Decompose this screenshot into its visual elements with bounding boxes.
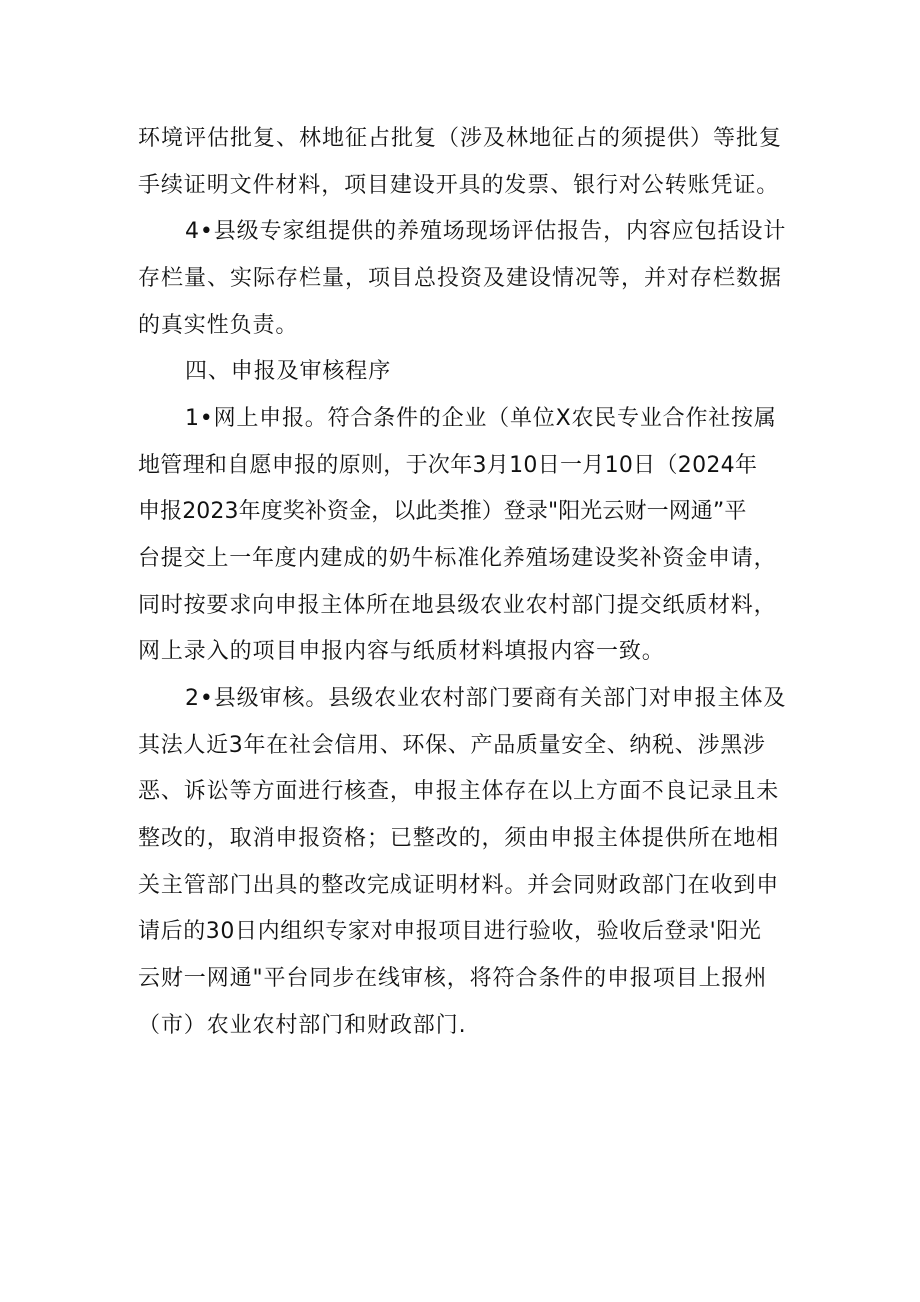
paragraph-line: 关主管部门出具的整改完成证明材料。并会同财政部门在收到申 bbox=[138, 873, 780, 898]
paragraph-line: 地管理和自愿申报的原则，于次年3月10日一月10日（2024年 bbox=[138, 453, 758, 478]
paragraph-line: （市）农业农村部门和财政部门. bbox=[138, 1013, 467, 1038]
paragraph-line: 存栏量、实际存栏量，项目总投资及建设情况等，并对存栏数据 bbox=[138, 266, 783, 291]
paragraph-line: 网上录入的项目申报内容与纸质材料填报内容一致。 bbox=[138, 639, 665, 664]
paragraph-line: 环境评估批复、林地征占批复（涉及林地征占的须提供）等批复 bbox=[138, 126, 783, 151]
paragraph-line: 2•县级审核。县级农业农村部门要商有关部门对申报主体及 bbox=[185, 686, 787, 711]
paragraph-line: 整改的，取消申报资格；已整改的，须由申报主体提供所在地相 bbox=[138, 826, 780, 851]
paragraph-line: 申报2023年度奖补资金，以此类推）登录"阳光云财一网通”平 bbox=[138, 499, 747, 524]
section-heading: 四、申报及审核程序 bbox=[185, 359, 392, 384]
paragraph-line: 同时按要求向申报主体所在地县级农业农村部门提交纸质材料， bbox=[138, 593, 777, 618]
paragraph-line: 1•网上申报。符合条件的企业（单位X农民专业合作社按属 bbox=[185, 406, 777, 431]
paragraph-line: 的真实性负责。 bbox=[138, 313, 299, 338]
paragraph-line: 请后的30日内组织专家对申报项目进行验收，验收后登录'阳光 bbox=[138, 919, 762, 944]
paragraph-line: 其法人近3年在社会信用、环保、产品质量安全、纳税、涉黑涉 bbox=[138, 733, 766, 758]
paragraph-line: 恶、诉讼等方面进行核查，申报主体存在以上方面不良记录且未 bbox=[138, 779, 780, 804]
paragraph-line: 手续证明文件材料，项目建设开具的发票、银行对公转账凭证。 bbox=[138, 173, 780, 198]
paragraph-line: 4•县级专家组提供的养殖场现场评估报告，内容应包括设计 bbox=[185, 219, 787, 244]
paragraph-line: 台提交上一年度内建成的奶牛标准化养殖场建设奖补资金申请， bbox=[138, 546, 777, 571]
paragraph-line: 云财一网通"平台同步在线审核，将符合条件的申报项目上报州 bbox=[138, 966, 768, 991]
